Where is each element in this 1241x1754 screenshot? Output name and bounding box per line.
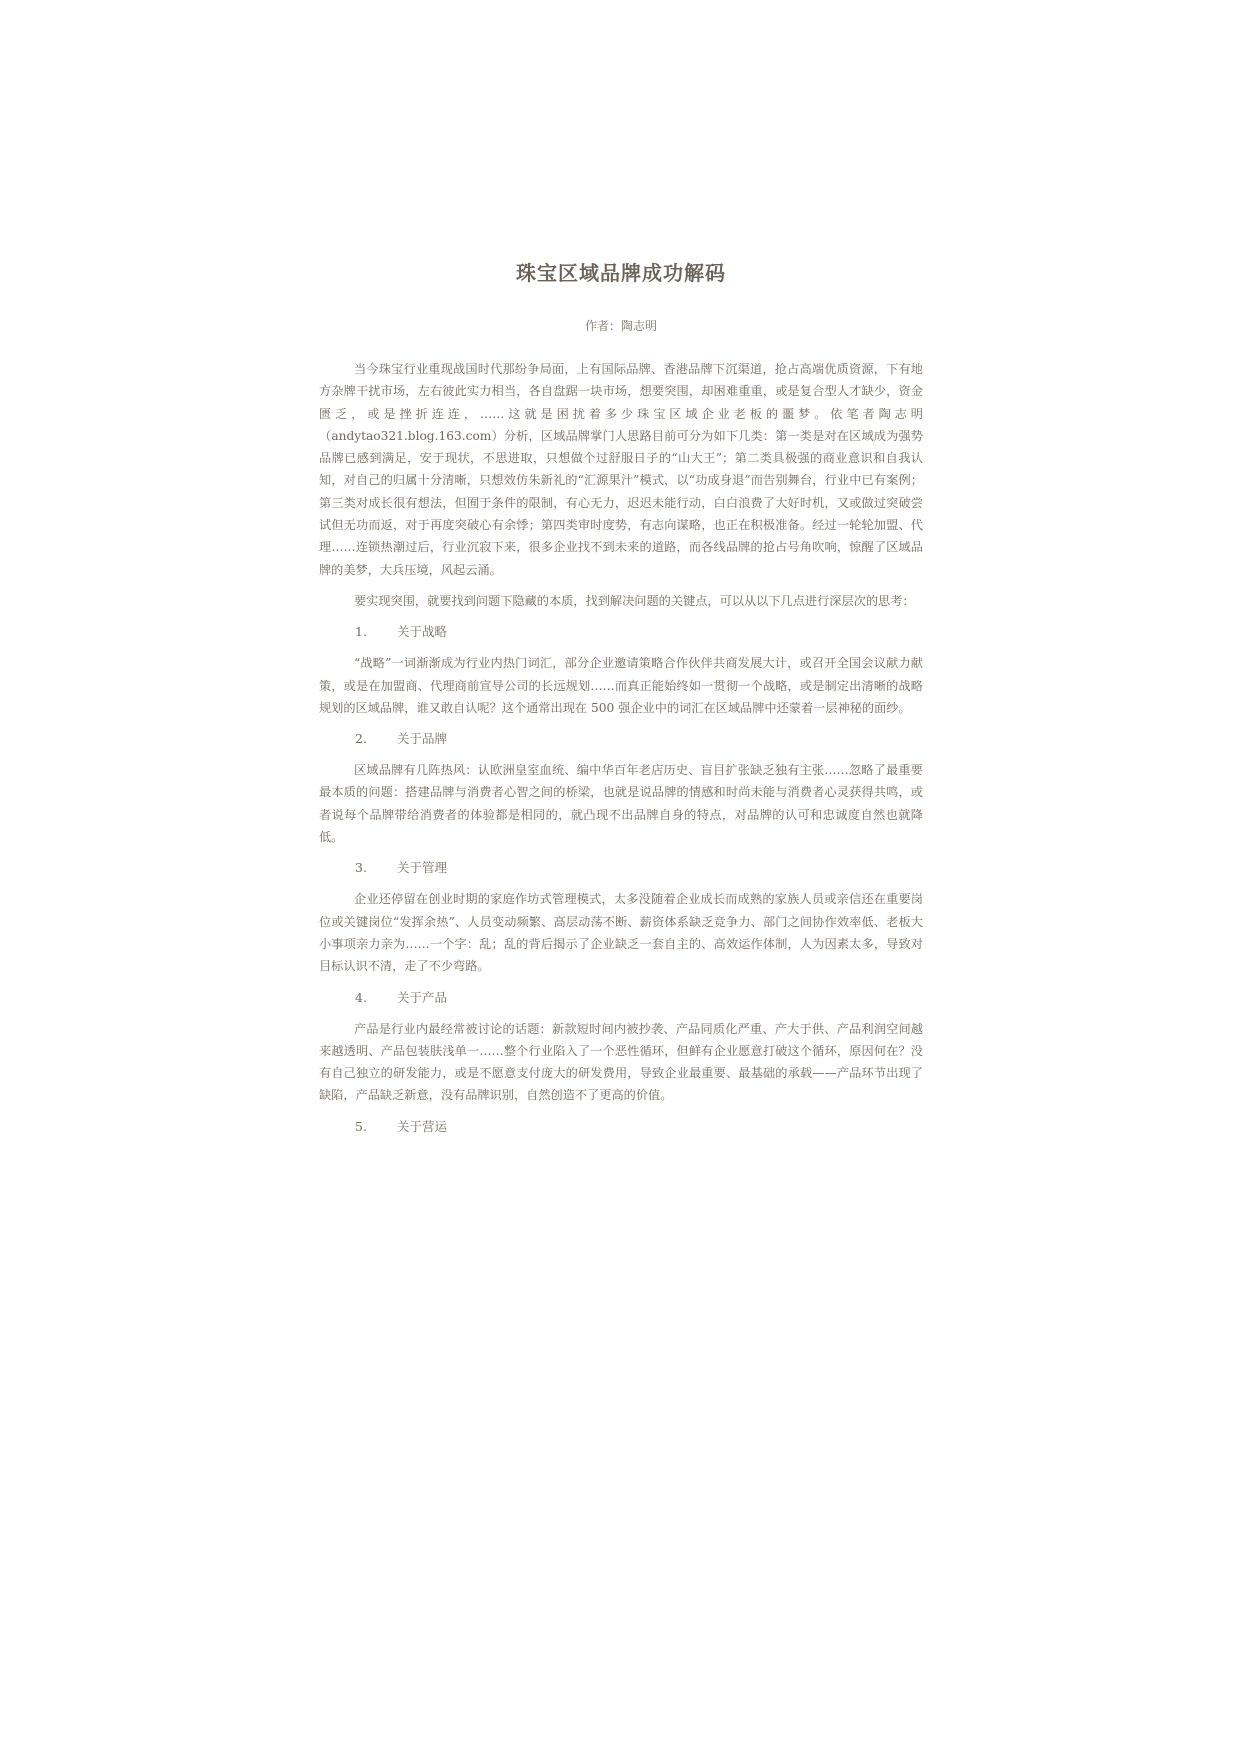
section-body: “战略”一词渐渐成为行业内热门词汇，部分企业邀请策略合作伙伴共商发展大计，或召开全国会议献力献策，或是在加盟商、代理商前宣导公司的长远规划……而真正能始终如一贯彻一个战略，或是制定出清晰的战略规划的区域品牌，谁又敢自认呢？这个通常出现在 500 强企业中的词汇在区域品牌中还蒙着一层神秘的面纱。 — [319, 656, 923, 715]
intro-paragraph: 当今珠宝行业重现战国时代那纷争局面，上有国际品牌、香港品牌下沉渠道，抢占高端优质资源，下有地方杂牌干扰市场，左右彼此实力相当，各自盘踞一块市场，想要突围，却困难重重，或是复合型人才缺少，资金匮乏，或是挫折连连，……这就是困扰着多少珠宝区域企业老板的噩梦。依笔者陶志明（andytao321.blog.163.com）分析，区域品牌掌门人思路目前可分为如下几类：第一类是对在区域成为强势品牌已感到满足，安于现状，不思进取，只想做个过舒服日子的“山大王”；第二类具极强的商业意识和自我认知，对自己的归属十分清晰，只想效仿朱新礼的“汇源果汁”模式，以“功成身退”而告别舞台，行业中已有案例；第三类对成长很有想法，但囿于条件的限制，有心无力，迟迟未能行动，白白浪费了大好时机，又或做过突破尝试但无功而返，对于再度突破心有余悸；第四类审时度势，有志向谋略，也正在积极准备。经过一轮轮加盟、代理……连锁热潮过后，行业沉寂下来，很多企业找不到未来的道路，而各线品牌的抢占号角吹响，惊醒了区域品牌的美梦，大兵压境，风起云涌。 — [319, 362, 923, 577]
section-body: 区域品牌有几阵热风：认欧洲皇室血统、编中华百年老店历史、盲目扩张缺乏独有主张……忽略了最重要最本质的问题：搭建品牌与消费者心智之间的桥梁，也就是说品牌的情感和时尚未能与消费者心灵获得共鸣，或者说每个品牌带给消费者的体验都是相同的，就凸现不出品牌自身的特点，对品牌的认可和忠诚度自然也就降低。 — [319, 763, 923, 845]
document-author: 作者：陶志明 — [584, 319, 657, 333]
intro-paragraph-2: 要实现突围，就要找到问题下隐藏的本质，找到解决问题的关键点，可以从以下几点进行深层次的思考： — [354, 593, 915, 608]
section-title: 关于战略 — [397, 624, 448, 640]
section-heading — [319, 728, 923, 750]
section-number: 5. — [355, 1118, 367, 1134]
section-title: 关于产品 — [397, 989, 448, 1005]
section-title: 关于管理 — [397, 860, 448, 876]
section-heading — [319, 987, 923, 1009]
section-number: 2. — [355, 731, 367, 747]
section-heading — [319, 857, 923, 879]
section-number: 1. — [355, 624, 367, 640]
section-number: 4. — [355, 989, 367, 1005]
document-title: 珠宝区域品牌成功解码 — [516, 261, 726, 285]
section-number: 3. — [355, 860, 367, 876]
section-title: 关于营运 — [397, 1118, 448, 1134]
section-heading — [319, 1116, 923, 1138]
section-heading — [319, 621, 923, 643]
section-body: 产品是行业内最经常被讨论的话题：新款短时间内被抄袭、产品同质化严重、产大于供、产品利润空间越来越透明、产品包装肤浅单一……整个行业陷入了一个恶性循环，但鲜有企业愿意打破这个循环，原因何在？没有自己独立的研发能力，或是不愿意支付庞大的研发费用，导致企业最重要、最基础的承载——产品环节出现了缺陷，产品缺乏新意，没有品牌识别，自然创造不了更高的价值。 — [319, 1021, 923, 1103]
document-page — [319, 258, 923, 1147]
section-title: 关于品牌 — [397, 731, 448, 747]
section-body: 企业还停留在创业时期的家庭作坊式管理模式，太多没随着企业成长而成熟的家族人员或亲信还在重要岗位或关键岗位“发挥余热”、人员变动频繁、高层动荡不断、薪资体系缺乏竞争力、部门之间协作效率低、老板大小事项亲力亲为……一个字：乱；乱的背后揭示了企业缺乏一套自主的、高效运作体制，人为因素太多，导致对目标认识不清，走了不少弯路。 — [319, 892, 923, 974]
